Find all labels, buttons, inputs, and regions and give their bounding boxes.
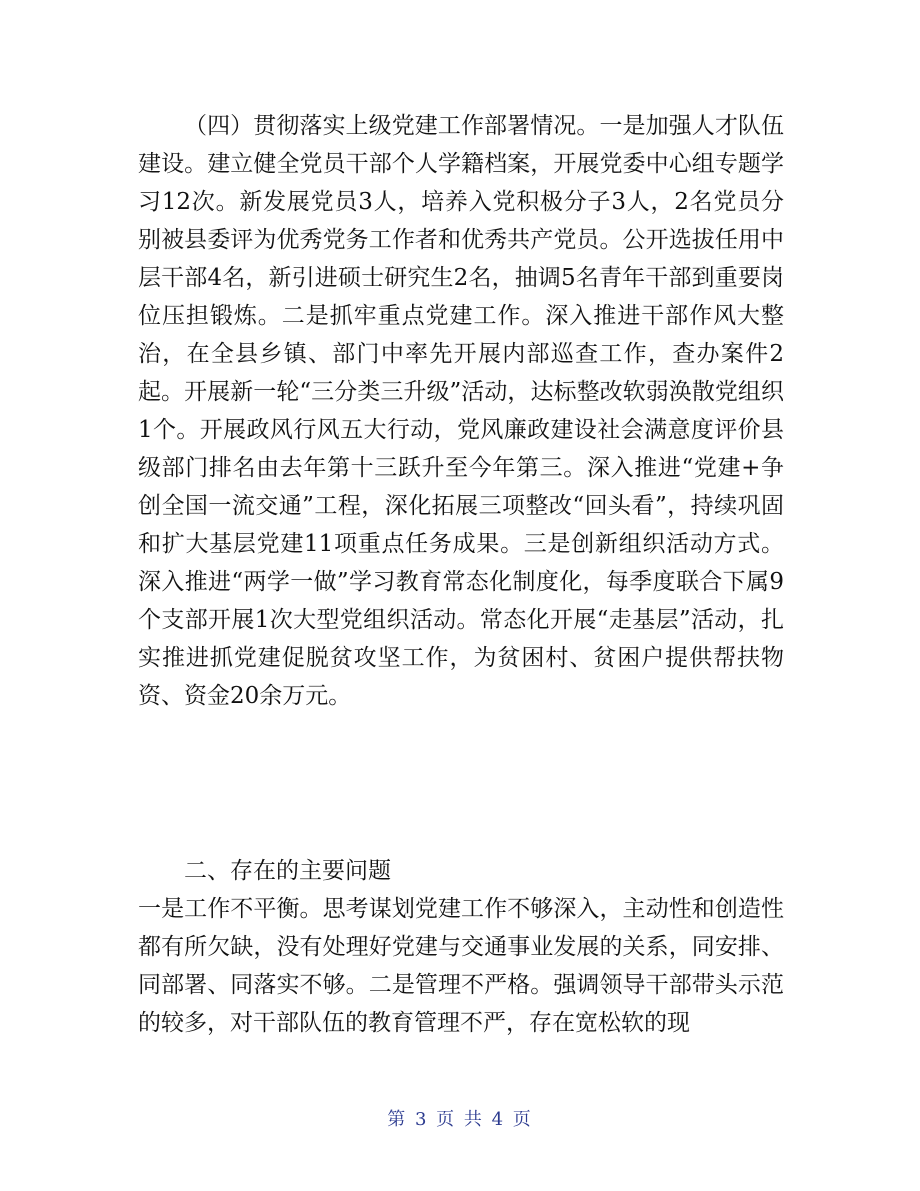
- body-paragraph-party-building-work: （四）贯彻落实上级党建工作部署情况。一是加强人才队伍建设。建立健全党员干部个人学籍档案，开展党委中心组专题学习12次。新发展党员3人，培养入党积极分子3人，2名党员分别被县委评为优秀党务工作者和优秀共产党员。公开选拔任用中层干部4名，新引进硕士研究生2名，抽调5名青年干部到重要岗位压担锻炼。二是抓牢重点党建工作。深入推进干部作风大整治，在全县乡镇、部门中率先开展内部巡查工作，查办案件2起。开展新一轮“三分类三升级”活动，达标整改软弱涣散党组织1个。开展政风行风五大行动，党风廉政建设社会满意度评价县级部门排名由去年第十三跃升至今年第三。深入推进“党建+争创全国一流交通”工程，深化拓展三项整改“回头看”，持续巩固和扩大基层党建11项重点任务成果。三是创新组织活动方式。深入推进“两学一做”学习教育常态化制度化，每季度联合下属9个支部开展1次大型党组织活动。常态化开展“走基层”活动，扎实推进抓党建促脱贫攻坚工作，为贫困村、贫困户提供帮扶物资、资金20余万元。: [138, 113, 784, 709]
- body-paragraph-problems: 一是工作不平衡。思考谋划党建工作不够深入，主动性和创造性都有所欠缺，没有处理好党建与交通事业发展的关系，同安排、同部署、同落实不够。二是管理不严格。强调领导干部带头示范的较多，对干部队伍的教育管理不严，存在宽松软的现: [138, 896, 784, 1036]
- page-number-footer: 第 3 页 共 4 页: [387, 1109, 533, 1130]
- section-heading-main-problems: 二、存在的主要问题: [184, 858, 391, 884]
